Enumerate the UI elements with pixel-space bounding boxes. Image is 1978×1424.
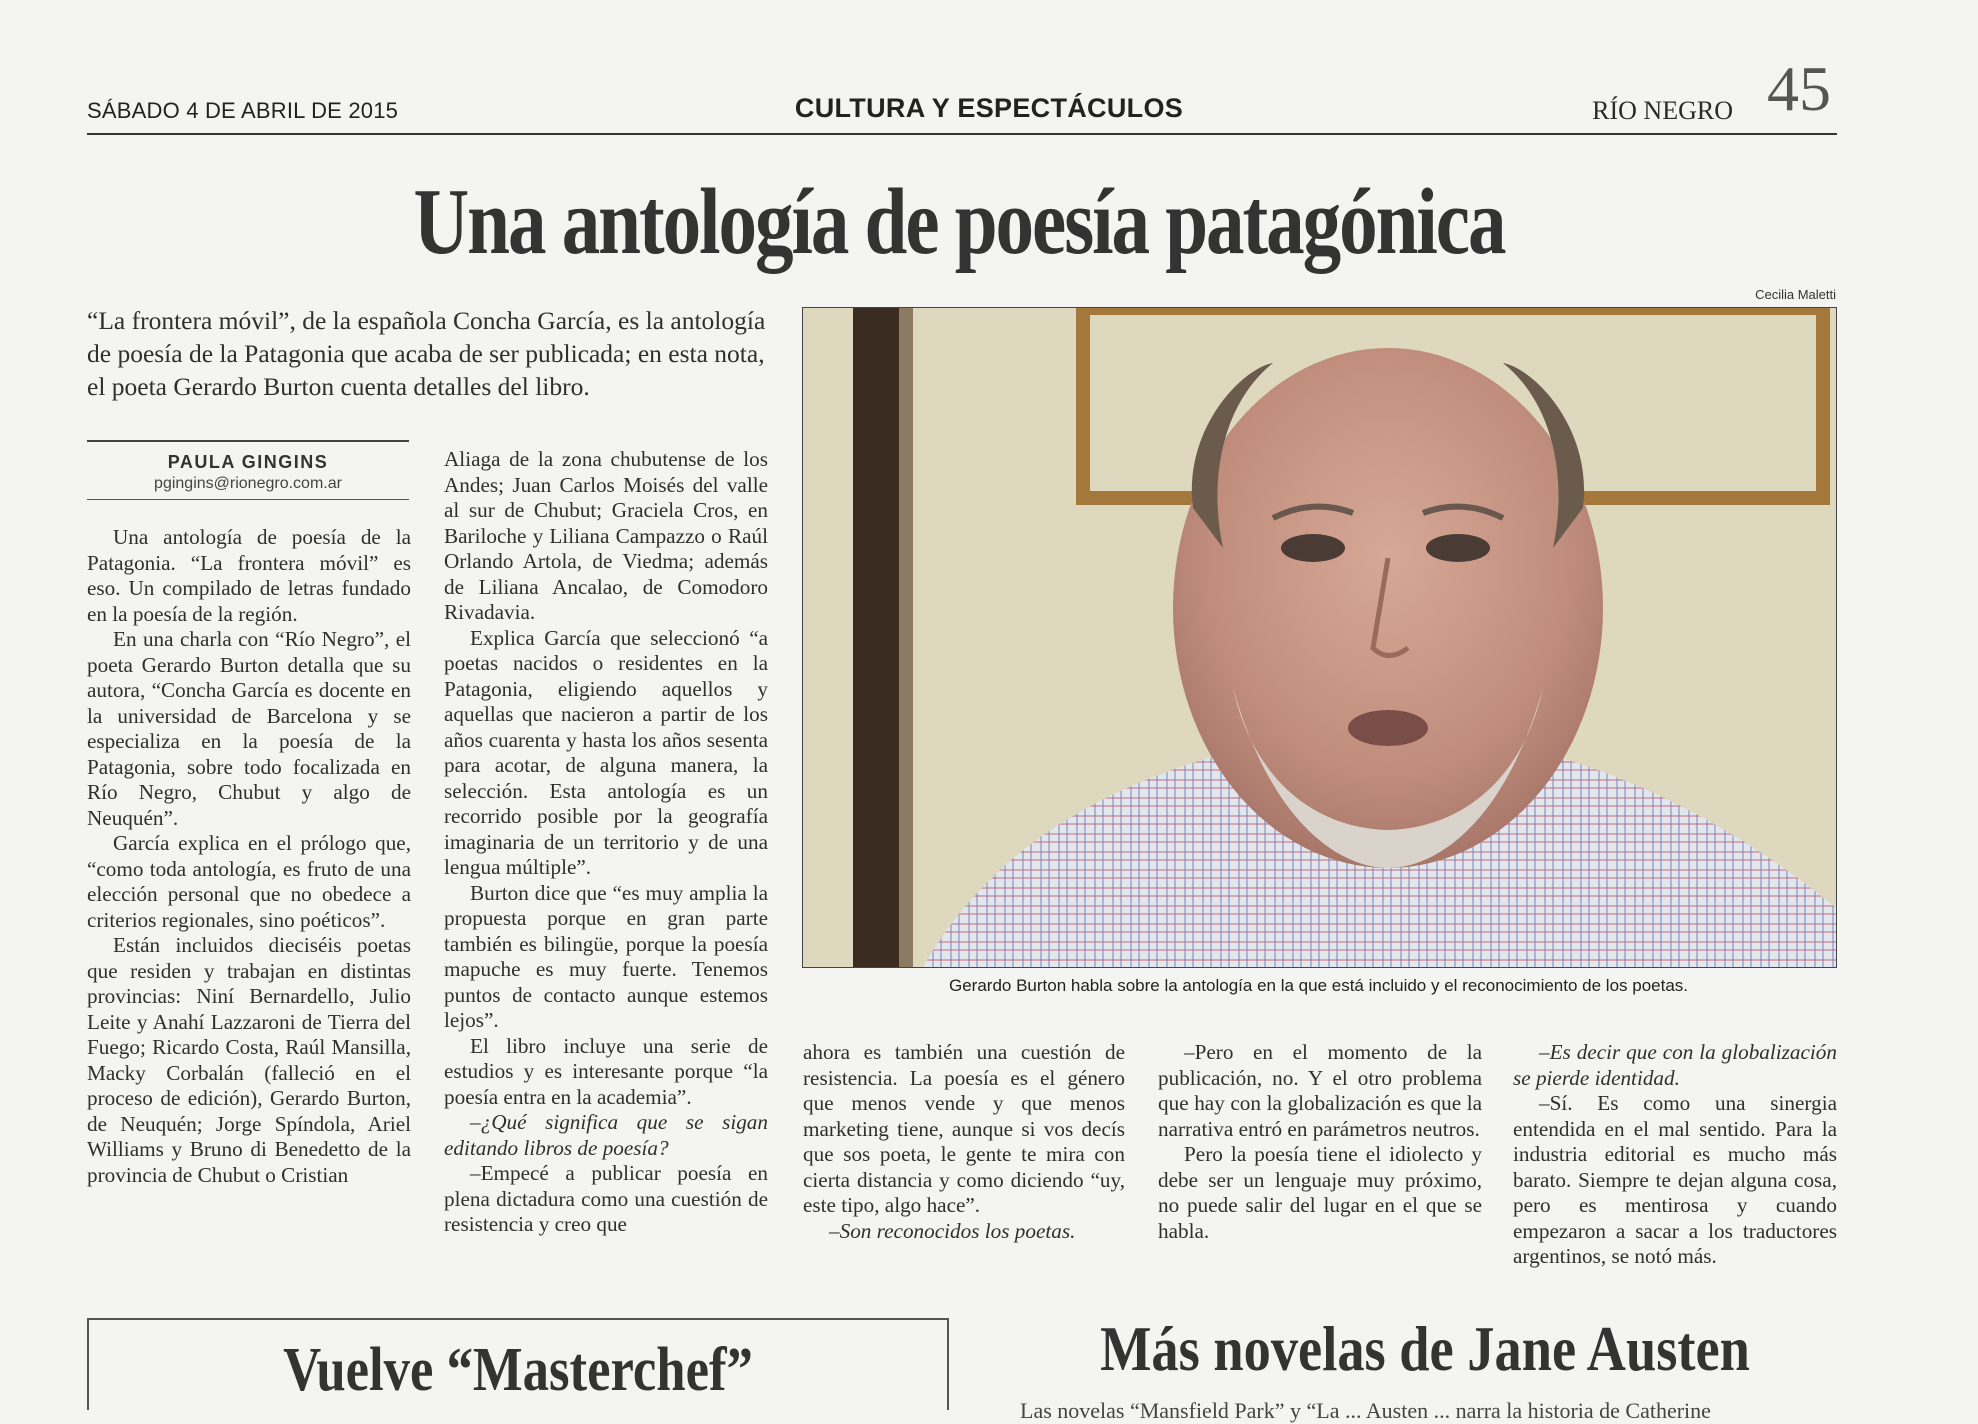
interview-question: –Son reconocidos los poetas. (829, 1218, 1076, 1243)
byline (87, 440, 409, 500)
masthead-rule (87, 133, 1837, 135)
paragraph: Pero la poesía tiene el idiolecto y debe ser un lenguaje muy próximo, no puede salir del lugar en el que se habla. (1158, 1142, 1482, 1243)
article-intro: “La frontera móvil”, de la española Concha García, es la antología de poesía de la Patagonia que acaba de ser publicada; en esta nota, el poeta Gerardo Burton cuenta detalles del libro. (87, 306, 766, 401)
newspaper-name: RÍO NEGRO (1592, 96, 1733, 125)
paragraph: –Sí. Es como una sinergia entendida en el mal sentido. Para la industria editorial es mucho más barato. Siempre te dejan alguna cosa, pero es mentirosa y cuando empezaron a sacar a los traductores argentinos, se notó más. (1513, 1091, 1837, 1268)
paragraph: –Empecé a publicar poesía en plena dictadura como una cuestión de resistencia y creo que (444, 1161, 768, 1236)
paragraph: ahora es también una cuestión de resistencia. La poesía es el género que menos vende y que menos marketing tiene, aunque si vos decís que sos poeta, le gente te mira con cierta distancia y como diciendo “uy, este tipo, algo hace”. (803, 1040, 1125, 1217)
paragraph: El libro incluye una serie de estudios y es interesante porque “la poesía entra en la academia”. (444, 1033, 768, 1109)
page-number: 45 (1767, 53, 1831, 124)
masterchef-box-right-rule (947, 1318, 949, 1410)
paragraph: Están incluidos dieciséis poetas que residen y trabajan en distintas provincias: Niní Bernardello, Julio Leite y Anahí Lazzaroni de Tierra del Fuego; Ricardo Costa, Raúl Mansilla, Macky Corbalán (falleció en el proceso de edición), Gerardo Burton, de Neuquén; Jorge Spíndola, Ariel Williams y Bruno di Benedetto de la provincia de Chubut o Cristian (87, 933, 411, 1187)
article-column-2 (444, 447, 768, 1238)
interview-question: –¿Qué significa que se sigan editando libros de poesía? (444, 1110, 768, 1160)
paragraph: Burton dice que “es muy amplia la propuesta porque en gran parte también es bilingüe, porque la poesía mapuche es muy fuerte. Tenemos puntos de contacto aunque estemos lejos”. (444, 880, 768, 1032)
photo-credit: Cecilia Maletti (1755, 287, 1836, 302)
issue-date: SÁBADO 4 DE ABRIL DE 2015 (87, 98, 399, 123)
section-title: CULTURA Y ESPECTÁCULOS (794, 93, 1184, 123)
portrait-illustration (803, 308, 1836, 967)
paragraph: –Pero en el momento de la publicación, no. Y el otro problema que hay con la globalización es que la narrativa entró en parámetros neutros. (1158, 1040, 1482, 1141)
austen-teaser: Las novelas “Mansfield Park” y “La ... Austen ... narra la historia de Catherine (1020, 1398, 1711, 1423)
portrait-photo (802, 307, 1837, 968)
article-column-5 (1513, 1040, 1837, 1270)
masterchef-box-left-rule (87, 1318, 89, 1410)
paragraph: Explica García que seleccionó “a poetas nacidos o residentes en la Patagonia, eligiendo aquellos y aquellas que nacieron a partir de los años cuarenta y hasta los años sesenta para acotar, de alguna manera, la selección. Esta antología es un recorrido posible por la geografía imaginaria de un territorio y de una lengua múltiple”. (444, 625, 768, 879)
article-column-4 (1158, 1040, 1482, 1244)
interview-question: –Es decir que con la globalización se pierde identidad. (1513, 1040, 1837, 1090)
austen-headline: Más novelas de Jane Austen (1100, 1313, 1750, 1384)
paragraph: Aliaga de la zona chubutense de los Andes; Juan Carlos Moisés del valle al sur de Chubut; Graciela Cros, en Bariloche y Liliana Campazzo o Raúl Orlando Artola, de Viedma; además de Liliana Ancalao, de Comodoro Rivadavia. (444, 447, 768, 624)
article-headline: Una antología de poesía patagónica (413, 170, 1505, 274)
paragraph: En una charla con “Río Negro”, el poeta Gerardo Burton detalla que su autora, “Concha García es docente en la universidad de Barcelona y se especializa en la poesía de la Patagonia, sobre todo focalizada en Río Negro, Chubut y algo de Neuquén”. (87, 627, 411, 830)
paragraph: García explica en el prólogo que, “como toda antología, es fruto de una elección personal que no obedece a criterios regionales, sino poéticos”. (87, 831, 411, 932)
paragraph: Una antología de poesía de la Patagonia. “La frontera móvil” es eso. Un compilado de letras fundado en la poesía de la región. (87, 525, 411, 626)
article-column-3 (803, 1040, 1125, 1244)
photo-caption: Gerardo Burton habla sobre la antología en la que está incluido y el reconocimiento de los poetas. (948, 976, 1689, 995)
masterchef-box-top-rule (87, 1318, 949, 1320)
masterchef-headline: Vuelve “Masterchef” (283, 1336, 753, 1404)
article-column-1 (87, 525, 411, 1188)
author-name: PAULA GINGINS (167, 452, 329, 472)
author-email: pgingins@rionegro.com.ar (154, 475, 342, 492)
